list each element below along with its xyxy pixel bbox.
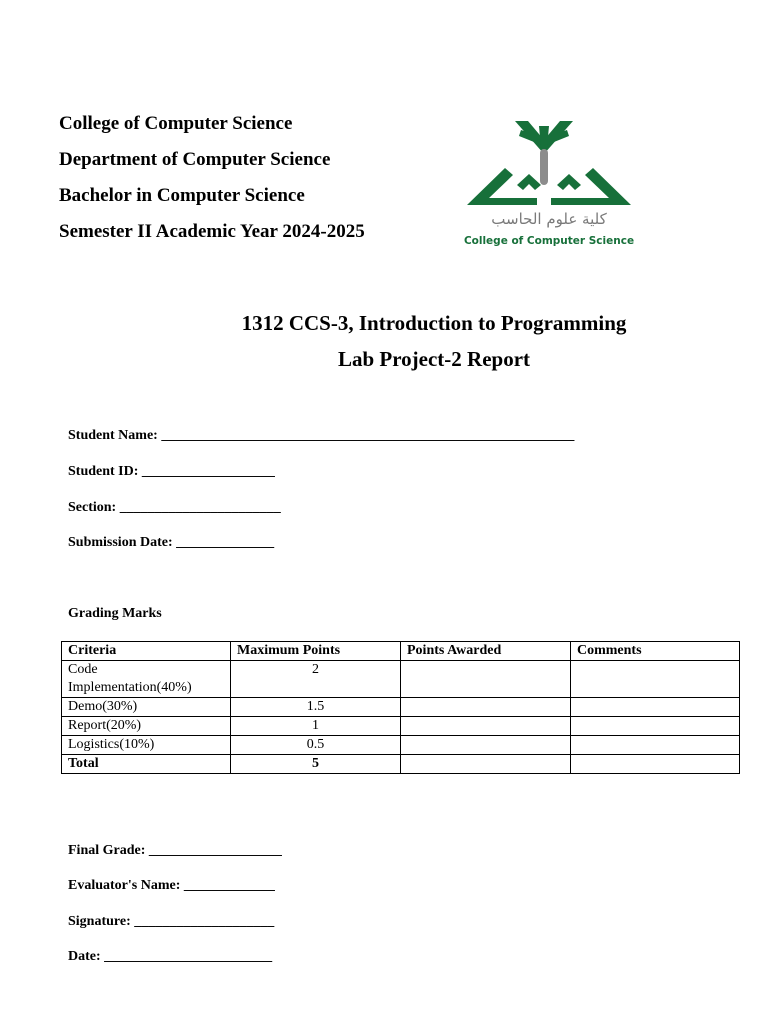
criteria-cell: Code Implementation(40%) [62, 661, 231, 698]
header-comments: Comments [571, 642, 740, 661]
total-row [62, 755, 740, 774]
section-field[interactable]: Section: _______________________ [68, 500, 281, 515]
max-points-cell: 0.5 [231, 736, 401, 755]
comments-cell[interactable] [571, 661, 740, 698]
date-field[interactable]: Date: ________________________ [68, 949, 273, 964]
report-title: Lab Project-2 Report [337, 347, 531, 371]
header-maximum-points: Maximum Points [231, 642, 401, 661]
title-block [100, 305, 768, 377]
points-awarded-cell[interactable] [401, 661, 571, 698]
program-name: Bachelor in Computer Science [59, 185, 305, 206]
comments-cell[interactable] [571, 736, 740, 755]
evaluator-name-field[interactable]: Evaluator's Name: _____________ [68, 878, 275, 893]
student-id-field[interactable]: Student ID: ___________________ [68, 464, 275, 479]
college-emblem-icon [455, 112, 643, 210]
table-row [62, 736, 740, 755]
comments-cell[interactable] [571, 755, 740, 774]
max-points-cell: 1 [231, 717, 401, 736]
points-awarded-cell[interactable] [401, 736, 571, 755]
college-logo [455, 112, 643, 252]
header-block [59, 111, 365, 255]
student-name-field[interactable]: Student Name: ___________________________________________________________ [68, 428, 575, 443]
grading-table [61, 641, 740, 774]
header-points-awarded: Points Awarded [401, 642, 571, 661]
points-awarded-cell[interactable] [401, 717, 571, 736]
signature-field[interactable]: Signature: ____________________ [68, 914, 275, 929]
course-title: 1312 CCS-3, Introduction to Programming [241, 311, 627, 335]
max-points-cell: 2 [231, 661, 401, 698]
logo-english-text: College of Computer Science [463, 235, 635, 247]
logo-arabic-text: كلية علوم الحاسب [491, 210, 607, 228]
criteria-cell: Report(20%) [62, 717, 231, 736]
semester-info: Semester II Academic Year 2024-2025 [59, 221, 365, 242]
points-awarded-cell[interactable] [401, 755, 571, 774]
points-awarded-cell[interactable] [401, 698, 571, 717]
comments-cell[interactable] [571, 698, 740, 717]
table-row [62, 717, 740, 736]
max-points-cell: 5 [231, 755, 401, 774]
table-header-row [62, 642, 740, 661]
criteria-cell: Demo(30%) [62, 698, 231, 717]
table-row [62, 661, 740, 698]
table-row [62, 698, 740, 717]
max-points-cell: 1.5 [231, 698, 401, 717]
department-name: Department of Computer Science [59, 149, 331, 170]
submission-date-field[interactable]: Submission Date: ______________ [68, 535, 275, 550]
criteria-cell: Total [62, 755, 231, 774]
grading-marks-heading: Grading Marks [68, 606, 162, 621]
header-criteria: Criteria [62, 642, 231, 661]
college-name: College of Computer Science [59, 113, 293, 134]
final-grade-field[interactable]: Final Grade: ___________________ [68, 843, 282, 858]
comments-cell[interactable] [571, 717, 740, 736]
criteria-cell: Logistics(10%) [62, 736, 231, 755]
